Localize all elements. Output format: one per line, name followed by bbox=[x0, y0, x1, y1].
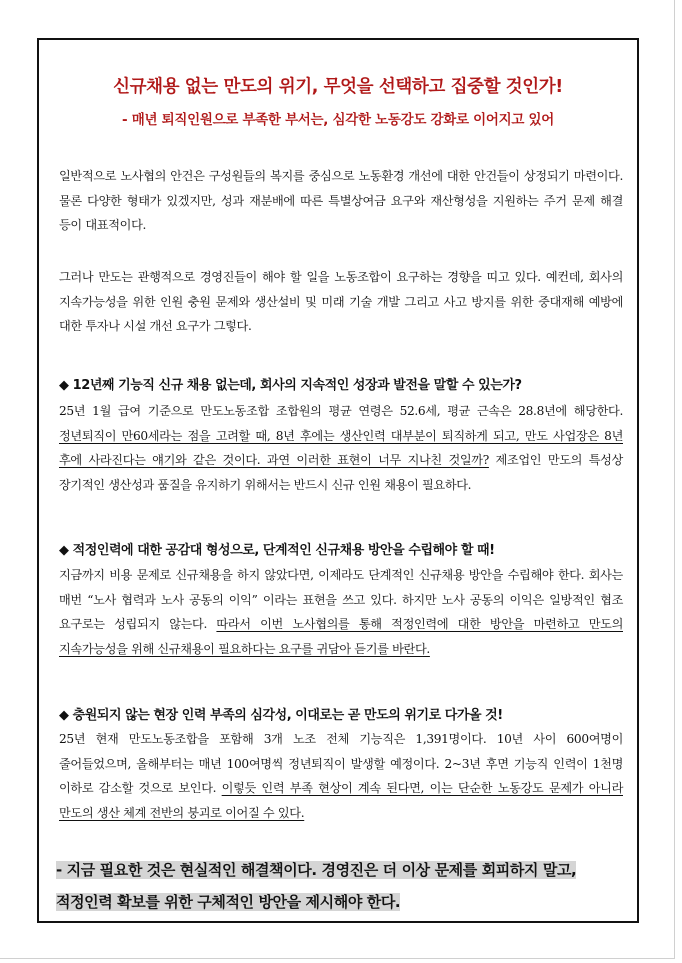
section-3-text: 25년 현재 만도노동조합을 포함해 3개 노조 전체 기능직은 1,391명이다. 10년 사이 600여명이 줄어들었으며, 올해부터는 매년 100여명씩 정년퇴직이 발생할 예정이다. 2~3년 후면 기능직 인력이 1천명 이하로 감소할 것으로 보인다. bbox=[59, 732, 623, 795]
section-2-heading: ◆ 적정인력에 대한 공감대 형성으로, 단계적인 신규채용 방안을 수립해야 할 때! bbox=[59, 543, 495, 558]
intro-paragraph-2: 그러나 만도는 관행적으로 경영진들이 해야 할 일을 노동조합이 요구하는 경향을 띠고 있다. 예컨데, 회사의 지속가능성을 위한 인원 충원 문제와 생산설비 및 미래 기술 개발 그리고 사고 방지를 위한 중대재해 예방에 대한 투자나 시설 개선 요구가 그렇다. bbox=[59, 270, 623, 333]
intro-paragraph-1: 일반적으로 노사협의 안건은 구성원들의 복지를 중심으로 노동환경 개선에 대한 안건들이 상정되기 마련이다. 물론 다양한 형태가 있겠지만, 성과 재분배에 따른 특별상여금 요구와 재산형성을 지원하는 주거 문제 해결 등이 대표적이다. bbox=[59, 169, 623, 232]
section-2-body bbox=[59, 563, 623, 661]
document-frame bbox=[37, 38, 639, 923]
document-title: 신규채용 없는 만도의 위기, 무엇을 선택하고 집중할 것인가! bbox=[113, 77, 563, 97]
section-2-text: 지금까지 비용 문제로 신규채용을 하지 않았다면, 이제라도 단계적인 신규채용 방안을 수립해야 한다. 회사는 매번 “노사 협력과 노사 공동의 이익” 이라는 표현을 쓰고 있다. 하지만 노사 공동의 이익은 일방적인 협조 요구로는 성립되지 않는다. bbox=[59, 568, 623, 631]
section-1-text: 25년 1월 급여 기준으로 만도노동조합 조합원의 평균 연령은 52.6세, 평균 근속은 28.8년에 해당한다. bbox=[59, 404, 623, 418]
section-3-body bbox=[59, 727, 623, 825]
conclusion-highlight bbox=[56, 854, 624, 918]
section-3-underlined-text: 이렇듯 인력 부족 현상이 계속 된다면, 이는 단순한 노동강도 문제가 아니라 만도의 생산 체계 전반의 붕괴로 이어질 수 있다. bbox=[59, 781, 623, 820]
section-1-body bbox=[59, 399, 623, 497]
section-1-underlined-text: 정년퇴직이 만60세라는 점을 고려할 때, 8년 후에는 생산인력 대부분이 퇴직하게 되고, 만도 사업장은 8년 후에 사라진다는 얘기와 같은 것이다. 과연 이러한 표현이 너무 지나친 것일까? bbox=[59, 428, 623, 467]
section-2-underlined-text: 따라서 이번 노사협의를 통해 적정인력에 대한 방안을 마련하고 만도의 지속가능성을 위해 신규채용이 필요하다는 요구를 귀담아 듣기를 바란다. bbox=[59, 617, 623, 656]
section-1-heading: ◆ 12년째 기능직 신규 채용 없는데, 회사의 지속적인 성장과 발전을 말할 수 있는가? bbox=[59, 378, 522, 393]
section-1-text-tail: 제조업인 만도의 특성상 장기적인 생산성과 품질을 유지하기 위해서는 반드시 신규 인원 채용이 필요하다. bbox=[59, 453, 623, 492]
document-subtitle: - 매년 퇴직인원으로 부족한 부서는, 심각한 노동강도 강화로 이어지고 있어 bbox=[122, 112, 554, 128]
conclusion-text: - 지금 필요한 것은 현실적인 해결책이다. 경영진은 더 이상 문제를 회피하지 말고, 적정인력 확보를 위한 구체적인 방안을 제시해야 한다. bbox=[56, 861, 577, 911]
section-3-heading: ◆ 충원되지 않는 현장 인력 부족의 심각성, 이대로는 곧 만도의 위기로 다가올 것! bbox=[59, 708, 503, 723]
